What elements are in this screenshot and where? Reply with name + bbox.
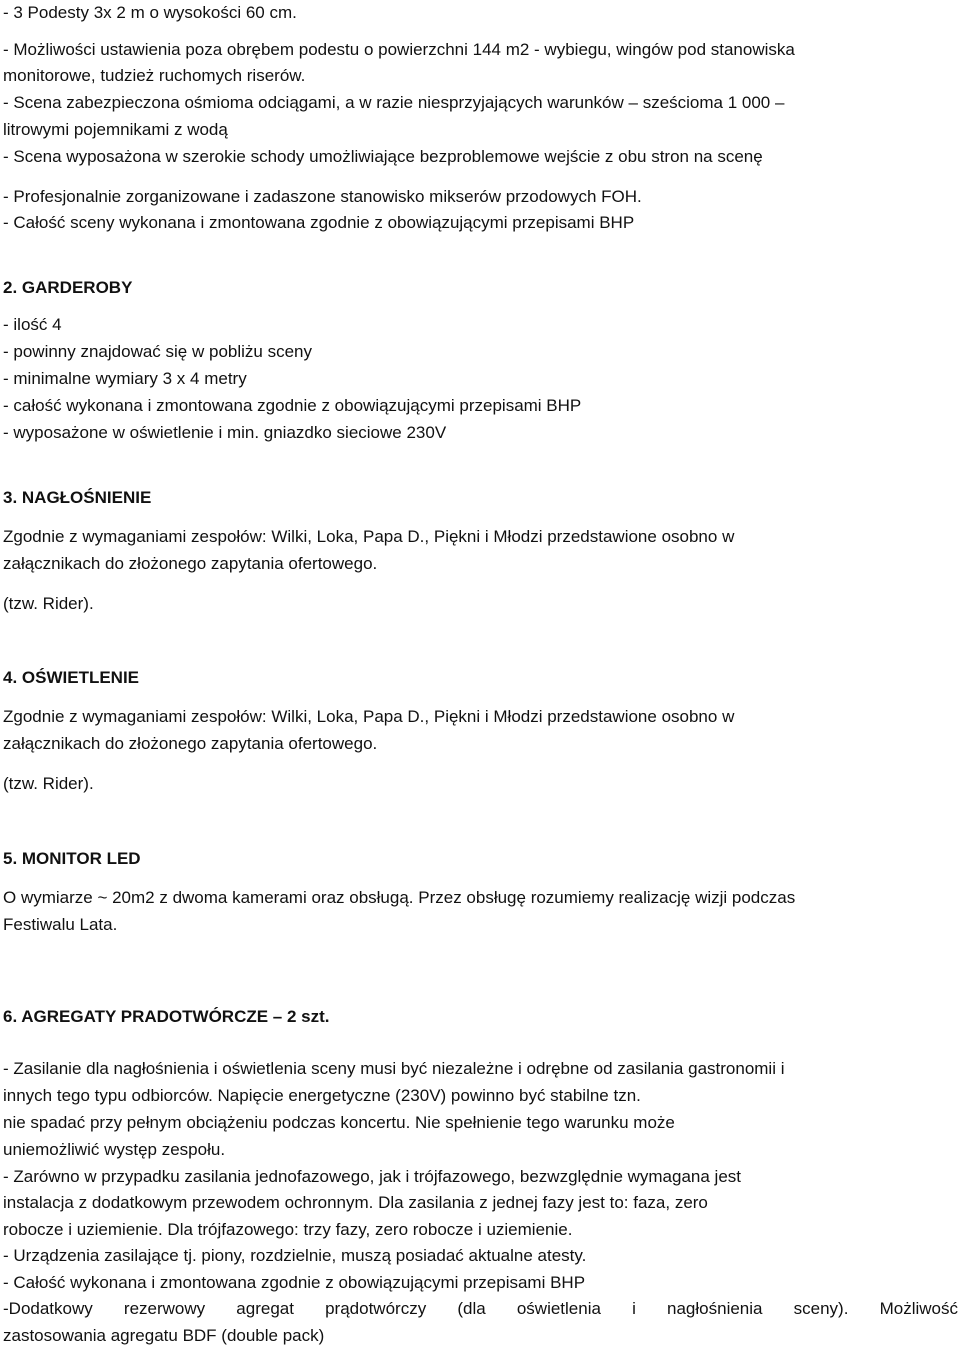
list-item: - ilość 4 [3, 315, 62, 334]
list-item: - minimalne wymiary 3 x 4 metry [3, 369, 247, 388]
paragraph-line: (tzw. Rider). [3, 594, 94, 613]
paragraph-line: robocze i uziemienie. Dla trójfazowego: trzy fazy, zero robocze i uziemienie. [3, 1220, 573, 1239]
section-heading-garderoby: 2. GARDEROBY [3, 278, 133, 297]
section-heading-naglosnienie: 3. NAGŁOŚNIENIE [3, 488, 152, 507]
paragraph-line: -Dodatkowy rezerwowy agregat prądotwórczy (dla oświetlenia i nagłośnienia sceny). Możliwość [3, 1299, 958, 1318]
intro-line: - Możliwości ustawienia poza obrębem podestu o powierzchni 144 m2 - wybiegu, wingów pod stanowiska [3, 40, 795, 59]
paragraph-line: (tzw. Rider). [3, 774, 94, 793]
section-heading-agregaty: 6. AGREGATY PRADOTWÓRCZE – 2 szt. [3, 1007, 330, 1026]
paragraph-line: instalacja z dodatkowym przewodem ochronnym. Dla zasilania z jednej fazy jest to: faza, zero [3, 1193, 708, 1212]
list-item: - całość wykonana i zmontowana zgodnie z obowiązującymi przepisami BHP [3, 396, 582, 415]
section-heading-monitor: 5. MONITOR LED [3, 849, 141, 868]
paragraph-line: załącznikach do złożonego zapytania ofertowego. [3, 554, 378, 573]
paragraph-line: uniemożliwić występ zespołu. [3, 1140, 226, 1159]
intro-line: - Scena wyposażona w szerokie schody umożliwiające bezproblemowe wejście z obu stron na scenę [3, 147, 763, 166]
paragraph-line: O wymiarze ~ 20m2 z dwoma kamerami oraz obsługą. Przez obsługę rozumiemy realizację wizji podczas [3, 888, 796, 907]
paragraph-line: zastosowania agregatu BDF (double pack) [3, 1326, 325, 1345]
list-item: - powinny znajdować się w pobliżu sceny [3, 342, 312, 361]
paragraph-line: Zgodnie z wymaganiami zespołów: Wilki, Loka, Papa D., Piękni i Młodzi przedstawione osobno w [3, 527, 735, 546]
paragraph-line: - Urządzenia zasilające tj. piony, rozdzielnie, muszą posiadać aktualne atesty. [3, 1246, 587, 1265]
intro-line: - Profesjonalnie zorganizowane i zadaszone stanowisko mikserów przodowych FOH. [3, 187, 642, 206]
intro-line: litrowymi pojemnikami z wodą [3, 120, 228, 139]
paragraph-line: załącznikach do złożonego zapytania ofertowego. [3, 734, 378, 753]
paragraph-line: Zgodnie z wymaganiami zespołów: Wilki, Loka, Papa D., Piękni i Młodzi przedstawione osobno w [3, 707, 735, 726]
paragraph-line: - Zarówno w przypadku zasilania jednofazowego, jak i trójfazowego, bezwzględnie wymagana jest [3, 1167, 742, 1186]
paragraph-line: - Zasilanie dla nagłośnienia i oświetlenia sceny musi być niezależne i odrębne od zasilania gastronomii i [3, 1059, 785, 1078]
intro-line: - Scena zabezpieczona ośmioma odciągami, a w razie niesprzyjających warunków – sześcioma 1 000 – [3, 93, 785, 112]
paragraph-line: innych tego typu odbiorców. Napięcie energetyczne (230V) powinno być stabilne tzn. [3, 1086, 641, 1105]
section-heading-oswietlenie: 4. OŚWIETLENIE [3, 668, 140, 687]
paragraph-line: - Całość wykonana i zmontowana zgodnie z obowiązującymi przepisami BHP [3, 1273, 586, 1292]
paragraph-line: Festiwalu Lata. [3, 915, 118, 934]
list-item: - wyposażone w oświetlenie i min. gniazdko sieciowe 230V [3, 423, 447, 442]
intro-line: monitorowe, tudzież ruchomych riserów. [3, 66, 306, 85]
intro-line: - Całość sceny wykonana i zmontowana zgodnie z obowiązującymi przepisami BHP [3, 213, 635, 232]
paragraph-line: nie spadać przy pełnym obciążeniu podczas koncertu. Nie spełnienie tego warunku może [3, 1113, 675, 1132]
intro-line: - 3 Podesty 3x 2 m o wysokości 60 cm. [3, 3, 297, 22]
